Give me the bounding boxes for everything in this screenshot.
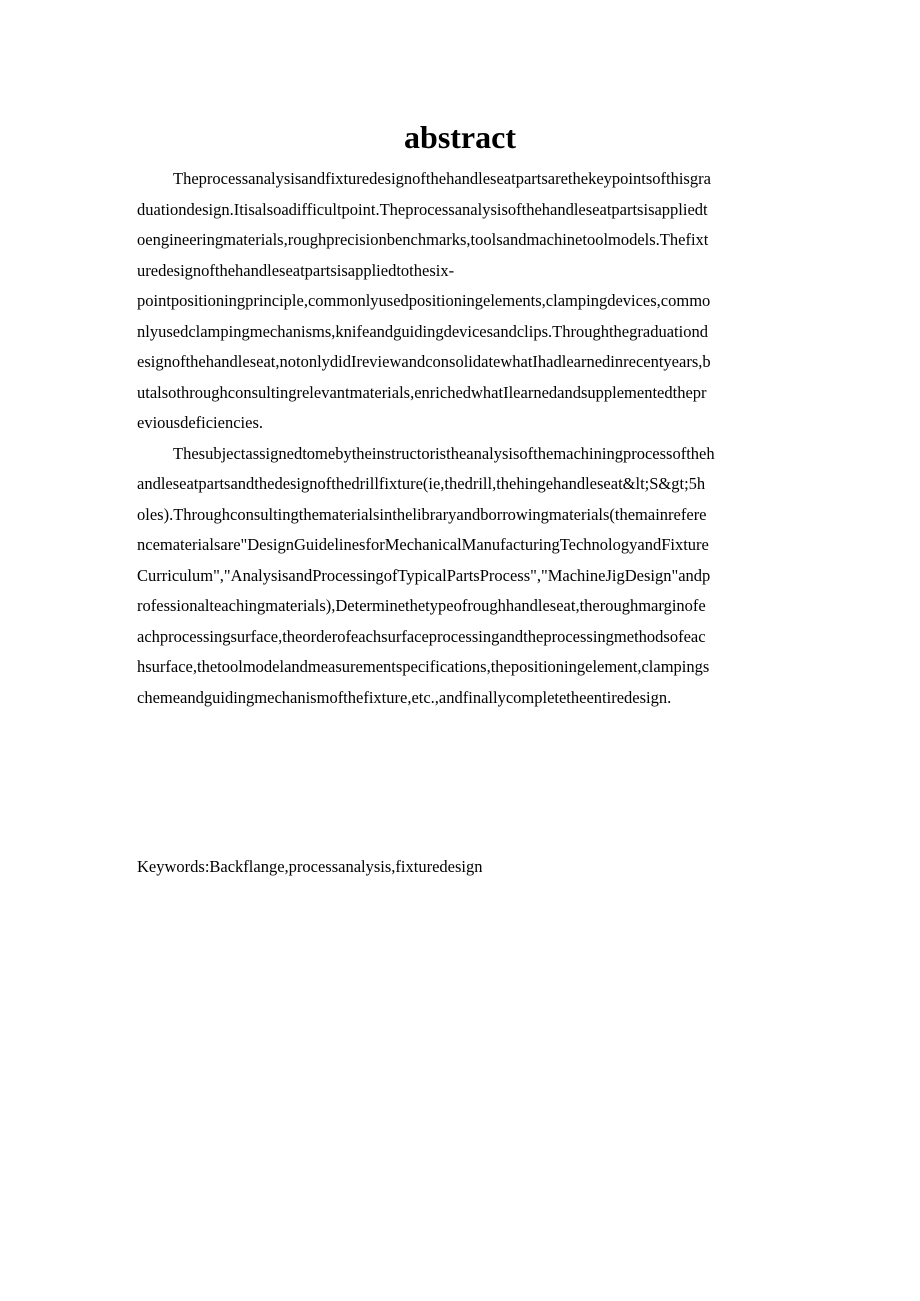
text-line: eviousdeficiencies. <box>137 413 263 432</box>
text-line: andleseatpartsandthedesignofthedrillfixture(ie,thedrill,thehingehandleseat&lt;S&gt;5h <box>137 474 706 493</box>
text-line: Thesubjectassignedtomebytheinstructoristheanalysisofthemachiningprocessoftheh <box>173 443 715 463</box>
text-line: utalsothroughconsultingrelevantmaterials,enrichedwhatIlearnedandsupplementedthepr <box>137 382 707 402</box>
text-line: hsurface,thetoolmodelandmeasurementspecifications,thepositioningelement,clampings <box>137 657 710 676</box>
text-line: chemeandguidingmechanismofthefixture,etc.,andfinallycompletetheentiredesign. <box>137 687 672 707</box>
text-line: achprocessingsurface,theorderofeachsurfaceprocessingandtheprocessingmethodsofeac <box>137 626 706 646</box>
text-line: nlyusedclampingmechanisms,knifeandguidingdevicesandclips.Throughthegraduationd <box>137 321 708 341</box>
text-line: oengineeringmaterials,roughprecisionbenchmarks,toolsandmachinetoolmodels.Thefixt <box>137 230 709 249</box>
text-line: Curriculum","AnalysisandProcessingofTypicalPartsProcess","MachineJigDesign"andp <box>137 565 711 585</box>
text-line: oles).Throughconsultingthematerialsinthelibraryandborrowingmaterials(themainrefere <box>137 504 707 524</box>
text-line: esignofthehandleseat,notonlydidIreviewandconsolidatewhatIhadlearnedinrecentyears,b <box>137 352 711 371</box>
text-line: pointpositioningprinciple,commonlyusedpositioningelements,clampingdevices,commo <box>137 291 711 310</box>
text-line: ncematerialsare"DesignGuidelinesforMechanicalManufacturingTechnologyandFixture <box>137 535 709 554</box>
text-line: uredesignofthehandleseatpartsisappliedtothesix- <box>137 260 455 280</box>
text-line: duationdesign.Itisalsoadifficultpoint.Theprocessanalysisofthehandleseatpartsisappliedt <box>137 199 708 219</box>
text-line: Theprocessanalysisandfixturedesignofthehandleseatpartsarethekeypointsofthisgra <box>173 169 711 188</box>
abstract-body <box>137 164 783 713</box>
paragraph-2 <box>137 439 783 714</box>
text-line: rofessionalteachingmaterials),Determinethetypeofroughhandleseat,theroughmarginofe <box>137 596 706 615</box>
keywords-line: Keywords:Backflange,processanalysis,fixturedesign <box>137 857 483 876</box>
paragraph-1 <box>137 164 783 439</box>
document-title: abstract <box>404 119 516 155</box>
